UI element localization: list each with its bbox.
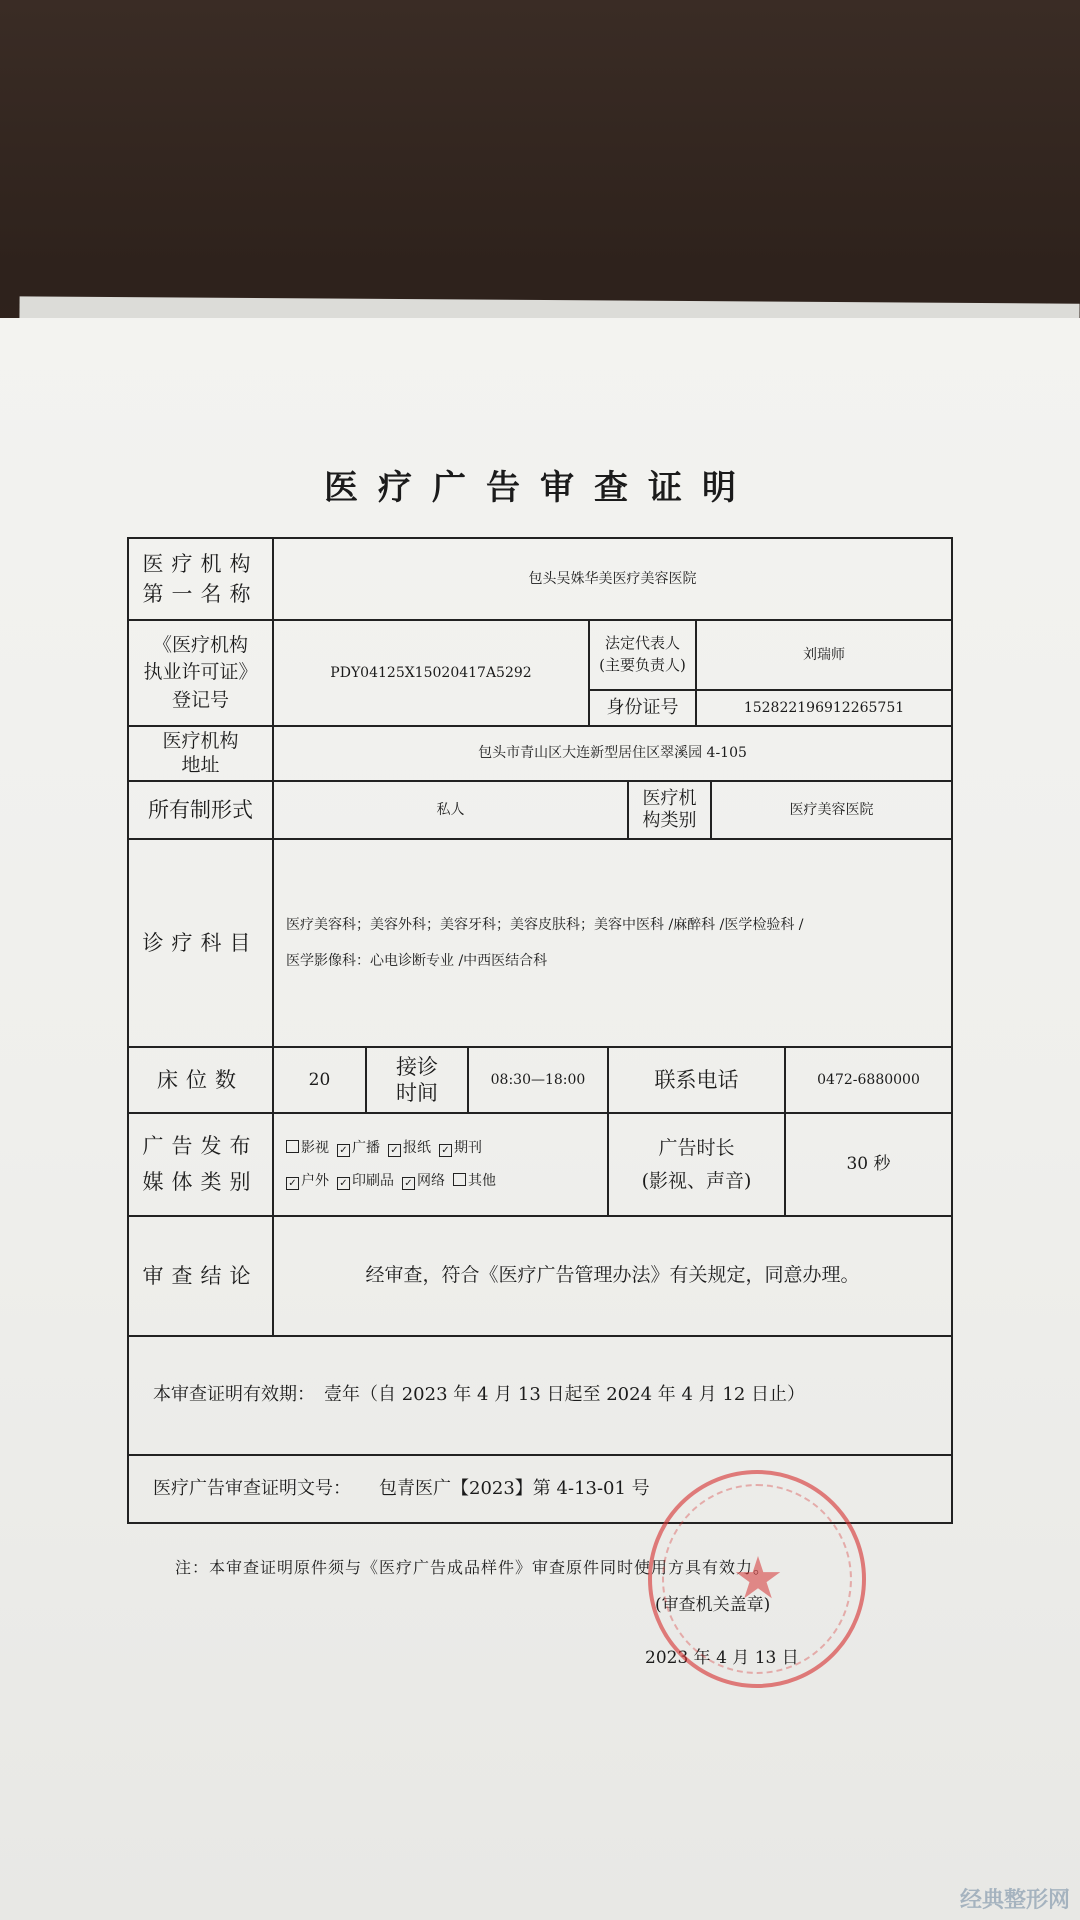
beds-value: 20 [308, 1069, 331, 1090]
official-seal: ★ [648, 1470, 866, 1688]
media-option-label: 期刊 [454, 1140, 482, 1157]
license-number: PDY04125X15020417A5292 [330, 664, 532, 681]
org-type-label: 医疗机 构类别 [642, 787, 697, 831]
hours-label: 接诊 时间 [396, 1054, 438, 1105]
hours-value: 08:30—18:00 [490, 1071, 586, 1088]
media-option-3[interactable] [439, 1132, 482, 1164]
media-option-5[interactable] [337, 1165, 394, 1197]
issue-date: 2023 年 4 月 13 日 [645, 1648, 799, 1668]
media-option-1[interactable] [337, 1132, 380, 1164]
doc-number-label: 医疗广告审查证明文号： [153, 1477, 351, 1499]
address-label: 医疗机构 地址 [162, 729, 239, 776]
media-option-label: 户外 [301, 1172, 329, 1189]
media-option-label: 印刷品 [352, 1172, 394, 1189]
media-option-6[interactable] [402, 1165, 445, 1197]
watermark-logo: 经典整形网 [959, 1888, 1070, 1913]
conclusion-value: 经审查，符合《医疗广告管理办法》有关规定，同意办理。 [365, 1264, 860, 1287]
departments-label: 诊疗科目 [142, 930, 259, 955]
checked-box-icon: ✓ [337, 1144, 350, 1157]
departments-line-2: 医学影像科：心电诊断专业 /中西医结合科 [286, 953, 548, 969]
footnote: 注：本审查证明原件须与《医疗广告成品样件》审查原件同时使用方具有效力。 [175, 1558, 771, 1577]
seal-note: (审查机关盖章) [655, 1595, 771, 1615]
certificate-table [127, 537, 953, 1524]
phone-value: 0472-6880000 [817, 1071, 920, 1088]
media-option-label: 广播 [352, 1140, 380, 1157]
legal-rep-label: 法定代表人 (主要负责人) [599, 634, 686, 674]
document-title: 医疗广告审查证明 [324, 468, 756, 508]
validity-period: 本审查证明有效期： 壹年（自 2023 年 4 月 13 日起至 2024 年 4 月 12 日止） [153, 1384, 805, 1406]
media-option-label: 影视 [301, 1140, 329, 1157]
media-label: 广告发布 媒体类别 [142, 1133, 259, 1194]
media-option-7[interactable] [453, 1165, 496, 1197]
beds-label: 床位数 [157, 1067, 244, 1092]
license-label: 《医疗机构 执业许可证》 登记号 [143, 633, 258, 711]
media-option-label: 网络 [417, 1172, 445, 1189]
doc-number-value: 包青医广【2023】第 4-13-01 号 [379, 1477, 650, 1499]
departments-line-1: 医疗美容科；美容外科；美容牙科；美容皮肤科；美容中医科 /麻醉科 /医学检验科 / [286, 916, 804, 933]
duration-value: 30 秒 [846, 1154, 891, 1175]
media-option-2[interactable] [388, 1132, 431, 1164]
address-value: 包头市青山区大连新型居住区翠溪园 4-105 [478, 745, 747, 762]
media-option-label: 其他 [468, 1172, 496, 1189]
media-option-0[interactable] [286, 1132, 329, 1164]
departments-value [274, 840, 951, 1046]
checked-box-icon: ✓ [388, 1144, 401, 1157]
legal-rep-value: 刘瑞师 [803, 646, 845, 663]
checked-box-icon: ✓ [439, 1144, 452, 1157]
ownership-value: 私人 [436, 801, 465, 818]
conclusion-label: 审查结论 [142, 1263, 259, 1288]
ownership-label: 所有制形式 [148, 797, 253, 822]
unchecked-box-icon [453, 1173, 466, 1186]
id-label: 身份证号 [606, 696, 679, 718]
phone-label: 联系电话 [654, 1067, 739, 1092]
checked-box-icon: ✓ [402, 1177, 415, 1190]
checked-box-icon: ✓ [286, 1177, 299, 1190]
duration-label: 广告时长 (影视、声音) [641, 1137, 752, 1192]
org-name-value: 包头吴姝华美医疗美容医院 [528, 570, 697, 587]
id-number: 152822196912265751 [743, 699, 905, 716]
media-option-label: 报纸 [403, 1140, 431, 1157]
org-name-label: 医疗机构 第一名称 [142, 551, 259, 606]
media-option-4[interactable] [286, 1165, 329, 1197]
unchecked-box-icon [286, 1140, 299, 1153]
media-checkbox-list [274, 1114, 607, 1215]
org-type-value: 医疗美容医院 [789, 801, 874, 818]
doc-number-row [129, 1456, 951, 1522]
checked-box-icon: ✓ [337, 1177, 350, 1190]
